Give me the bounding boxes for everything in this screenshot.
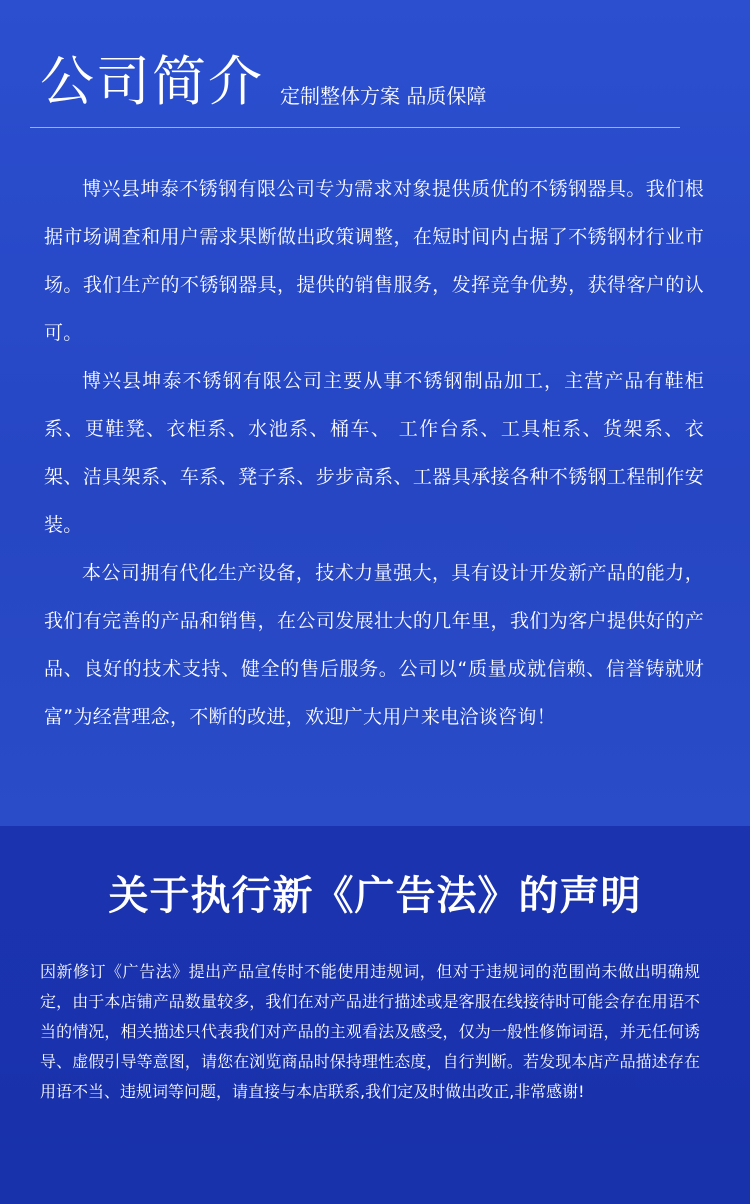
intro-paragraph-1: 博兴县坤泰不锈钢有限公司专为需求对象提供质优的不锈钢器具。我们根据市场调查和用户需求果断做出政策调整，在短时间内占据了不锈钢材行业市场。我们生产的不锈钢器具，提供的销售服务，发挥竞争优势，获得客户的认可。 bbox=[44, 178, 704, 344]
intro-paragraph-3: 本公司拥有代化生产设备，技术力量强大，具有设计开发新产品的能力，我们有完善的产品和销售，在公司发展壮大的几年里，我们为客户提供好的产品、良好的技术支持、健全的售后服务。公司以“质量成就信赖、信誉铸就财富”为经营理念，不断的改进，欢迎广大用户来电洽谈咨询！ bbox=[44, 562, 704, 728]
intro-paragraph-2: 博兴县坤泰不锈钢有限公司主要从事不锈钢制品加工，主营产品有鞋柜系、更鞋凳、衣柜系、水池系、桶车、 工作台系、工具柜系、货架系、衣架、洁具架系、车系、凳子系、步步高系、工器具承接各种不锈钢工程制作安装。 bbox=[44, 370, 704, 536]
notice-body: 因新修订《广告法》提出产品宣传时不能使用违规词，但对于违规词的范围尚未做出明确规定，由于本店铺产品数量较多，我们在对产品进行描述或是客服在线接待时可能会存在用语不当的情况，相关描述只代表我们对产品的主观看法及感受，仅为一般性修饰词语，并无任何诱导、虚假引导等意图，请您在浏览商品时保持理性态度，自行判断。若发现本店产品描述存在用语不当、违规词等问题，请直接与本店联系,我们定及时做出改正,非常感谢! bbox=[40, 962, 700, 1101]
ad-law-notice-section bbox=[0, 826, 750, 1204]
intro-divider bbox=[30, 127, 680, 128]
intro-title: 公司简介 bbox=[40, 50, 264, 113]
intro-subtitle: 定制整体方案 品质保障 bbox=[280, 84, 487, 108]
notice-title: 关于执行新《广告法》的声明 bbox=[108, 873, 642, 919]
intro-header bbox=[40, 52, 486, 112]
intro-body bbox=[44, 165, 704, 741]
